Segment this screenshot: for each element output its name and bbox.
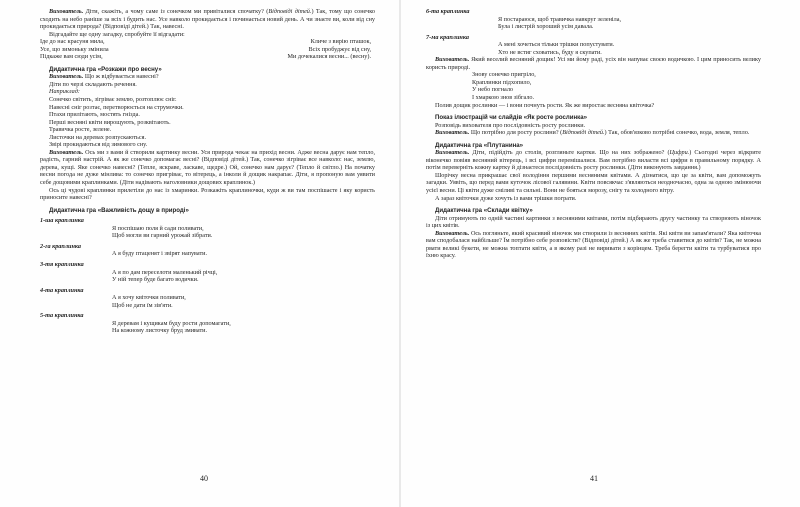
verse: А я по дам переселоти маленький річці, У ній тепер буде багато водички.	[112, 268, 218, 284]
verse: Я постараюся, щоб травичка навкруг зеленіла, Була і листрій хороший усім давала.	[498, 15, 621, 31]
list-item: Сонечко світить, зігріває землю, розтоплює сніг.	[49, 96, 177, 104]
section-heading: Показ ілюстрацій чи слайдів «Як росте рослинка»	[435, 114, 587, 122]
section-heading: Дидактична гра «Склади квітку»	[435, 207, 533, 215]
drop-label: 5-та краплинка	[40, 312, 84, 320]
paragraph: Шорічку весна прикрашає свої володіння першими весняними квітами. А дізнатися, що це за квіти, вам допоможуть загадки. Уявіть, що перед вами куточок лісової галявини. Квіти повсякчас з'являються неодночасно, одна за одною змінюючи усієї весни. Ці квіти дуже сміливі та сильні. Вони не бояться морозу, снігу та холодного вітру.	[426, 171, 761, 195]
drop-label: 7-ма краплинка	[426, 33, 469, 41]
riddle-poem	[40, 38, 375, 61]
paragraph: Діти по черзі складають речення.	[49, 80, 137, 88]
paragraph: А зараз квіточки дуже хочуть із вами трішки пограти.	[435, 194, 577, 202]
paragraph: Вихователь. Ось ми з вами й створили картинку весни. Уся природа чекає на прихід весни. Адже весна дарує нам тепло, радість, гарний настрій. А як же сонечко допомагає весні? (Відповіді дітей.) Так, сонечко зігріває все навколо: нас, землю, дерева, кущі. Яке сонечко навесні? (Тепле, яскраве, ласкаве, щедре.) Ой, сонечко нам дарує? (Тепло й світло.) На початку весни погода не дуже мінлива: то сонечко пригріває, то вітерець, а інколи й дощик накрапає. Діти, я пропоную вам уявити себе дощовими краплинками. (Діти надівають наголовники дощових краплинок.)	[40, 148, 375, 187]
drop-label: 4-та краплинка	[40, 286, 84, 294]
example-list	[40, 96, 375, 149]
speaker-label: Вихователь.	[49, 8, 84, 15]
list-item: Листочки на деревах розпускаються.	[49, 133, 146, 141]
verse: А мені хочеться тільки трішки попустувати. Хто не встиг сховатись, буду я скупати.	[498, 41, 615, 56]
speaker-label: Вихователь.	[435, 229, 470, 237]
poem: Знову сонечко пригріло, Краплинки підхопило, У небо погнало І хмаркою знов зібгало.	[472, 71, 536, 102]
right-page	[426, 8, 761, 260]
paragraph: Полив дощик рослинки — і вони почнуть рости. Як же виростає весняна квіточка?	[435, 101, 655, 109]
paragraph: Діти отримують по одній частині картинки з весняними квітами, потім підбирають другу частинку та створюють віночок із цих квітів.	[426, 214, 761, 230]
left-page	[40, 8, 375, 335]
list-item: Птахи прилітають, мостять гнізда.	[49, 111, 140, 119]
page-number: 40	[200, 474, 208, 483]
verse: А я хочу квіточки поливати, Щоб не дати їм зів'яти.	[112, 294, 186, 309]
drop-label: 2-га краплинка	[40, 242, 81, 250]
verse: Я поспішаю поля й сади поливати, Щоб могли ви гарний урожай зібрати.	[112, 224, 213, 240]
page-number: 41	[590, 474, 598, 483]
verse: Я деревам і кущикам буду рости допомагати, На кожному листочку бруд змивати.	[112, 319, 231, 335]
paragraph: Вихователь. Що ж відбувається навесні?	[49, 73, 159, 81]
paragraph: Вихователь. Що потрібно для росту рослини? (Відповіді дітей.) Так, обов'язково потрібні сонечко, вода, земля, тепло.	[435, 129, 750, 137]
speaker-label: Вихователь.	[435, 149, 470, 157]
paragraph: Відгадайте ще одну загадку, спробуйте її відгадати:	[49, 30, 185, 38]
list-item: Навесні сніг розтає, перетворюється на струмочки.	[49, 103, 184, 111]
list-item: Травичка росте, зелене.	[49, 126, 112, 134]
riddle-left-column: Іде до нас красуня мила, Усе, що зимоньку змінила Підкаже вам сюди усім,	[40, 38, 109, 61]
paragraph: Вихователь. Діти, скажіть, а чому саме із сонечком ми привіталися спочатку? (Відповіді дітей.) Так, тому що сонечко сходить на небо раніше за всіх і будить нас. Усе навколо прокидається і починається новий день. А чи знаєте ви, коли від сну прокидається природа? (Відповіді дітей.) Так, навесні.	[40, 8, 375, 31]
example-label: Наприклад:	[49, 88, 80, 96]
list-item: Звірі прокидаються від зимового сну.	[49, 141, 148, 149]
speaker-label: Вихователь.	[435, 129, 470, 137]
list-item: Перші весняні квіти вирощують, розквітають.	[49, 118, 171, 126]
book-gutter	[399, 0, 401, 507]
riddle-right-column: Кличе з вирію пташок, Всіх пробуджує від сну, Ми дочекалися весни... (весну).	[287, 38, 371, 61]
section-heading: Дидактична гра «Розкажи про весну»	[49, 65, 162, 73]
paragraph: Вихователь. Діти, підійдіть до столів, розгляньте картки. Що на них зображено? (Цифри.) Сьогодні через відкрите віконечко повіяв весняний вітерець, і всі цифри перемішалися. Вам потрібно виласти всі цифри в правильному порядку. А потім переверніть кожну картку й дізнаєтеся послідовність росту рослинки. (Діти виконують завдання.)	[426, 149, 761, 172]
section-heading: Дидактична гра «Важливість дощу в природі»	[49, 206, 189, 214]
paragraph: Вихователь. Ось погляньте, який красивий віночок ми створили із весняних квітів. Які квіти ви запам'ятали? Яка квіточка вам сподобалася найбільше? Їм потрібно себе розповісти? (Відповіді дітей.) А як же треба ставитися до квітів? Так, не можна рвати великі букети, не можна топтати квіти, а в якому разі не виривати з корінцем. Треба берегти квіти та турбуватися про їхню красу.	[426, 229, 761, 260]
drop-label: 3-тя краплинка	[40, 260, 84, 268]
speaker-label: Вихователь.	[435, 56, 470, 64]
speaker-label: Вихователь.	[49, 148, 84, 156]
section-heading: Дидактична гра «Плутанина»	[435, 141, 524, 149]
drop-label: 1-ша краплинка	[40, 217, 84, 225]
speaker-label: Вихователь.	[49, 73, 84, 81]
paragraph: Розповідь вихователя про послідовність росту рослинки.	[435, 121, 586, 129]
paragraph: Ось ці чудові краплинки прилетіли до нас із хмаринки. Розкажіть краплиночки, куди ж ви там поспішаєте і яку користь приносите навесні?	[40, 186, 375, 202]
paragraph: Вихователь. Який веселий весняний дощик! Усі ми йому раді, усіх він напуває своєю водичкою. І цим приносить велику користь природі.	[426, 56, 761, 71]
verse: А я буду птаценят і звірят напувати.	[112, 250, 208, 258]
drop-label: 6-та краплинка	[426, 8, 470, 15]
